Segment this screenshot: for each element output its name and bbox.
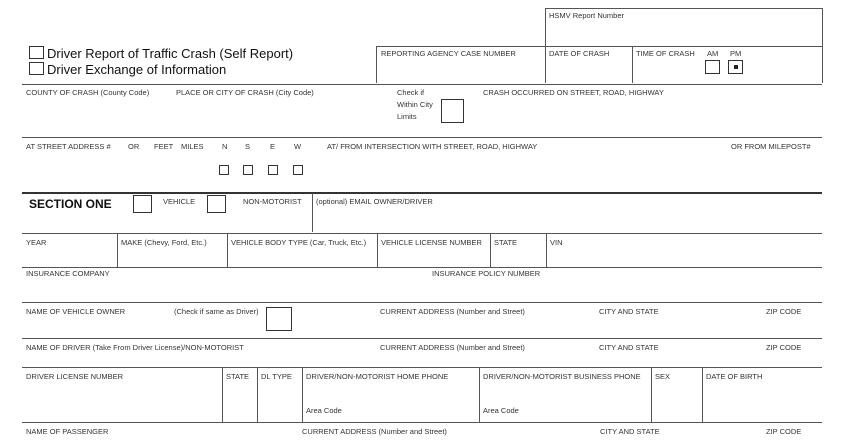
pm-checkbox[interactable] [728, 60, 743, 74]
direction-e-checkbox[interactable] [268, 165, 278, 175]
home-phone-label: DRIVER/NON-MOTORIST HOME PHONE [306, 372, 449, 381]
rule [22, 137, 822, 138]
place-or-city-label: PLACE OR CITY OF CRASH (City Code) [176, 88, 314, 97]
rule [546, 233, 547, 267]
exchange-info-checkbox[interactable] [29, 62, 44, 75]
date-of-crash-label: DATE OF CRASH [549, 49, 610, 58]
s-label: S [245, 142, 251, 151]
pm-check-mark [734, 65, 738, 69]
am-checkbox[interactable] [705, 60, 720, 74]
rule [22, 422, 822, 423]
insurance-company-label: INSURANCE COMPANY [26, 269, 110, 278]
rule [22, 267, 822, 268]
rule [222, 367, 223, 422]
name-of-passenger-label: NAME OF PASSENGER [26, 427, 109, 436]
county-of-crash-label: COUNTY OF CRASH (County Code) [26, 88, 150, 97]
year-label: YEAR [26, 238, 47, 247]
name-of-vehicle-owner-label: NAME OF VEHICLE OWNER [26, 307, 126, 316]
rule [257, 367, 258, 422]
driver-current-address-label: CURRENT ADDRESS (Number and Street) [380, 343, 525, 352]
rule [22, 338, 822, 339]
direction-w-checkbox[interactable] [293, 165, 303, 175]
name-of-driver-label: NAME OF DRIVER (Take From Driver License)/NON-MOTORIST [26, 343, 244, 352]
non-motorist-label: NON-MOTORIST [243, 197, 302, 206]
e-label: E [270, 142, 276, 151]
check-if-label: Check if [397, 88, 425, 97]
section-one-divider [22, 192, 822, 194]
rule [22, 302, 822, 303]
sex-label: SEX [655, 372, 671, 381]
title-exchange-info: Driver Exchange of Information [47, 62, 227, 77]
rule [702, 367, 703, 422]
direction-s-checkbox[interactable] [243, 165, 253, 175]
feet-label: FEET [154, 142, 174, 151]
rule [632, 46, 633, 83]
hsmv-report-number-label: HSMV Report Number [549, 11, 625, 20]
rule [22, 233, 822, 234]
rule [376, 46, 822, 47]
email-owner-driver-field[interactable] [313, 207, 821, 231]
driver-zip-code-label: ZIP CODE [766, 343, 802, 352]
owner-city-and-state-label: CITY AND STATE [599, 307, 659, 316]
miles-label: MILES [181, 142, 204, 151]
rule [479, 367, 480, 422]
business-area-code-label: Area Code [483, 406, 519, 415]
driver-license-number-label: DRIVER LICENSE NUMBER [26, 372, 124, 381]
rule [117, 233, 118, 267]
home-area-code-label: Area Code [306, 406, 342, 415]
passenger-current-address-label: CURRENT ADDRESS (Number and Street) [302, 427, 447, 436]
rule [22, 84, 822, 85]
at-street-address-label: AT STREET ADDRESS # [26, 142, 111, 151]
w-label: W [294, 142, 302, 151]
owner-current-address-label: CURRENT ADDRESS (Number and Street) [380, 307, 525, 316]
within-city-label: Within City [397, 100, 433, 109]
time-of-crash-label: TIME OF CRASH [636, 49, 695, 58]
driver-state-label: STATE [226, 372, 250, 381]
within-city-limits-checkbox[interactable] [441, 99, 464, 123]
limits-label: Limits [397, 112, 417, 121]
rule [302, 367, 303, 422]
passenger-city-and-state-label: CITY AND STATE [600, 427, 660, 436]
rule [545, 8, 822, 9]
rule [651, 367, 652, 422]
hsmv-report-number-field[interactable] [546, 20, 821, 46]
self-report-checkbox[interactable] [29, 46, 44, 59]
rule [227, 233, 228, 267]
rule [822, 8, 823, 83]
am-label: AM [707, 49, 719, 58]
insurance-policy-number-label: INSURANCE POLICY NUMBER [432, 269, 541, 278]
dl-type-label: DL TYPE [261, 372, 292, 381]
rule [377, 233, 378, 267]
vin-label: VIN [550, 238, 563, 247]
reporting-agency-case-number-label: REPORTING AGENCY CASE NUMBER [381, 49, 516, 58]
rule [490, 233, 491, 267]
check-same-as-driver-label: (Check if same as Driver) [174, 307, 259, 316]
direction-n-checkbox[interactable] [219, 165, 229, 175]
make-label: MAKE (Chevy, Ford, Etc.) [121, 238, 207, 247]
non-motorist-checkbox[interactable] [207, 195, 226, 213]
title-self-report: Driver Report of Traffic Crash (Self Report) [47, 46, 294, 61]
business-phone-label: DRIVER/NON-MOTORIST BUSINESS PHONE [483, 372, 641, 381]
or-label: OR [128, 142, 140, 151]
rule [376, 46, 377, 83]
vehicle-state-label: STATE [494, 238, 518, 247]
vehicle-body-type-label: VEHICLE BODY TYPE (Car, Truck, Etc.) [231, 238, 367, 247]
same-as-driver-checkbox[interactable] [266, 307, 292, 331]
or-from-milepost-label: OR FROM MILEPOST# [731, 142, 811, 151]
driver-city-and-state-label: CITY AND STATE [599, 343, 659, 352]
section-one-title: SECTION ONE [29, 197, 112, 211]
email-owner-driver-label: (optional) EMAIL OWNER/DRIVER [316, 197, 433, 206]
at-from-intersection-label: AT/ FROM INTERSECTION WITH STREET, ROAD, HIGHWAY [327, 142, 538, 151]
crash-street-label: CRASH OCCURRED ON STREET, ROAD, HIGHWAY [483, 88, 664, 97]
vehicle-label: VEHICLE [163, 197, 196, 206]
date-of-birth-label: DATE OF BIRTH [706, 372, 763, 381]
n-label: N [222, 142, 228, 151]
vehicle-license-number-label: VEHICLE LICENSE NUMBER [381, 238, 482, 247]
vehicle-checkbox[interactable] [133, 195, 152, 213]
passenger-zip-code-label: ZIP CODE [766, 427, 802, 436]
pm-label: PM [730, 49, 742, 58]
owner-zip-code-label: ZIP CODE [766, 307, 802, 316]
